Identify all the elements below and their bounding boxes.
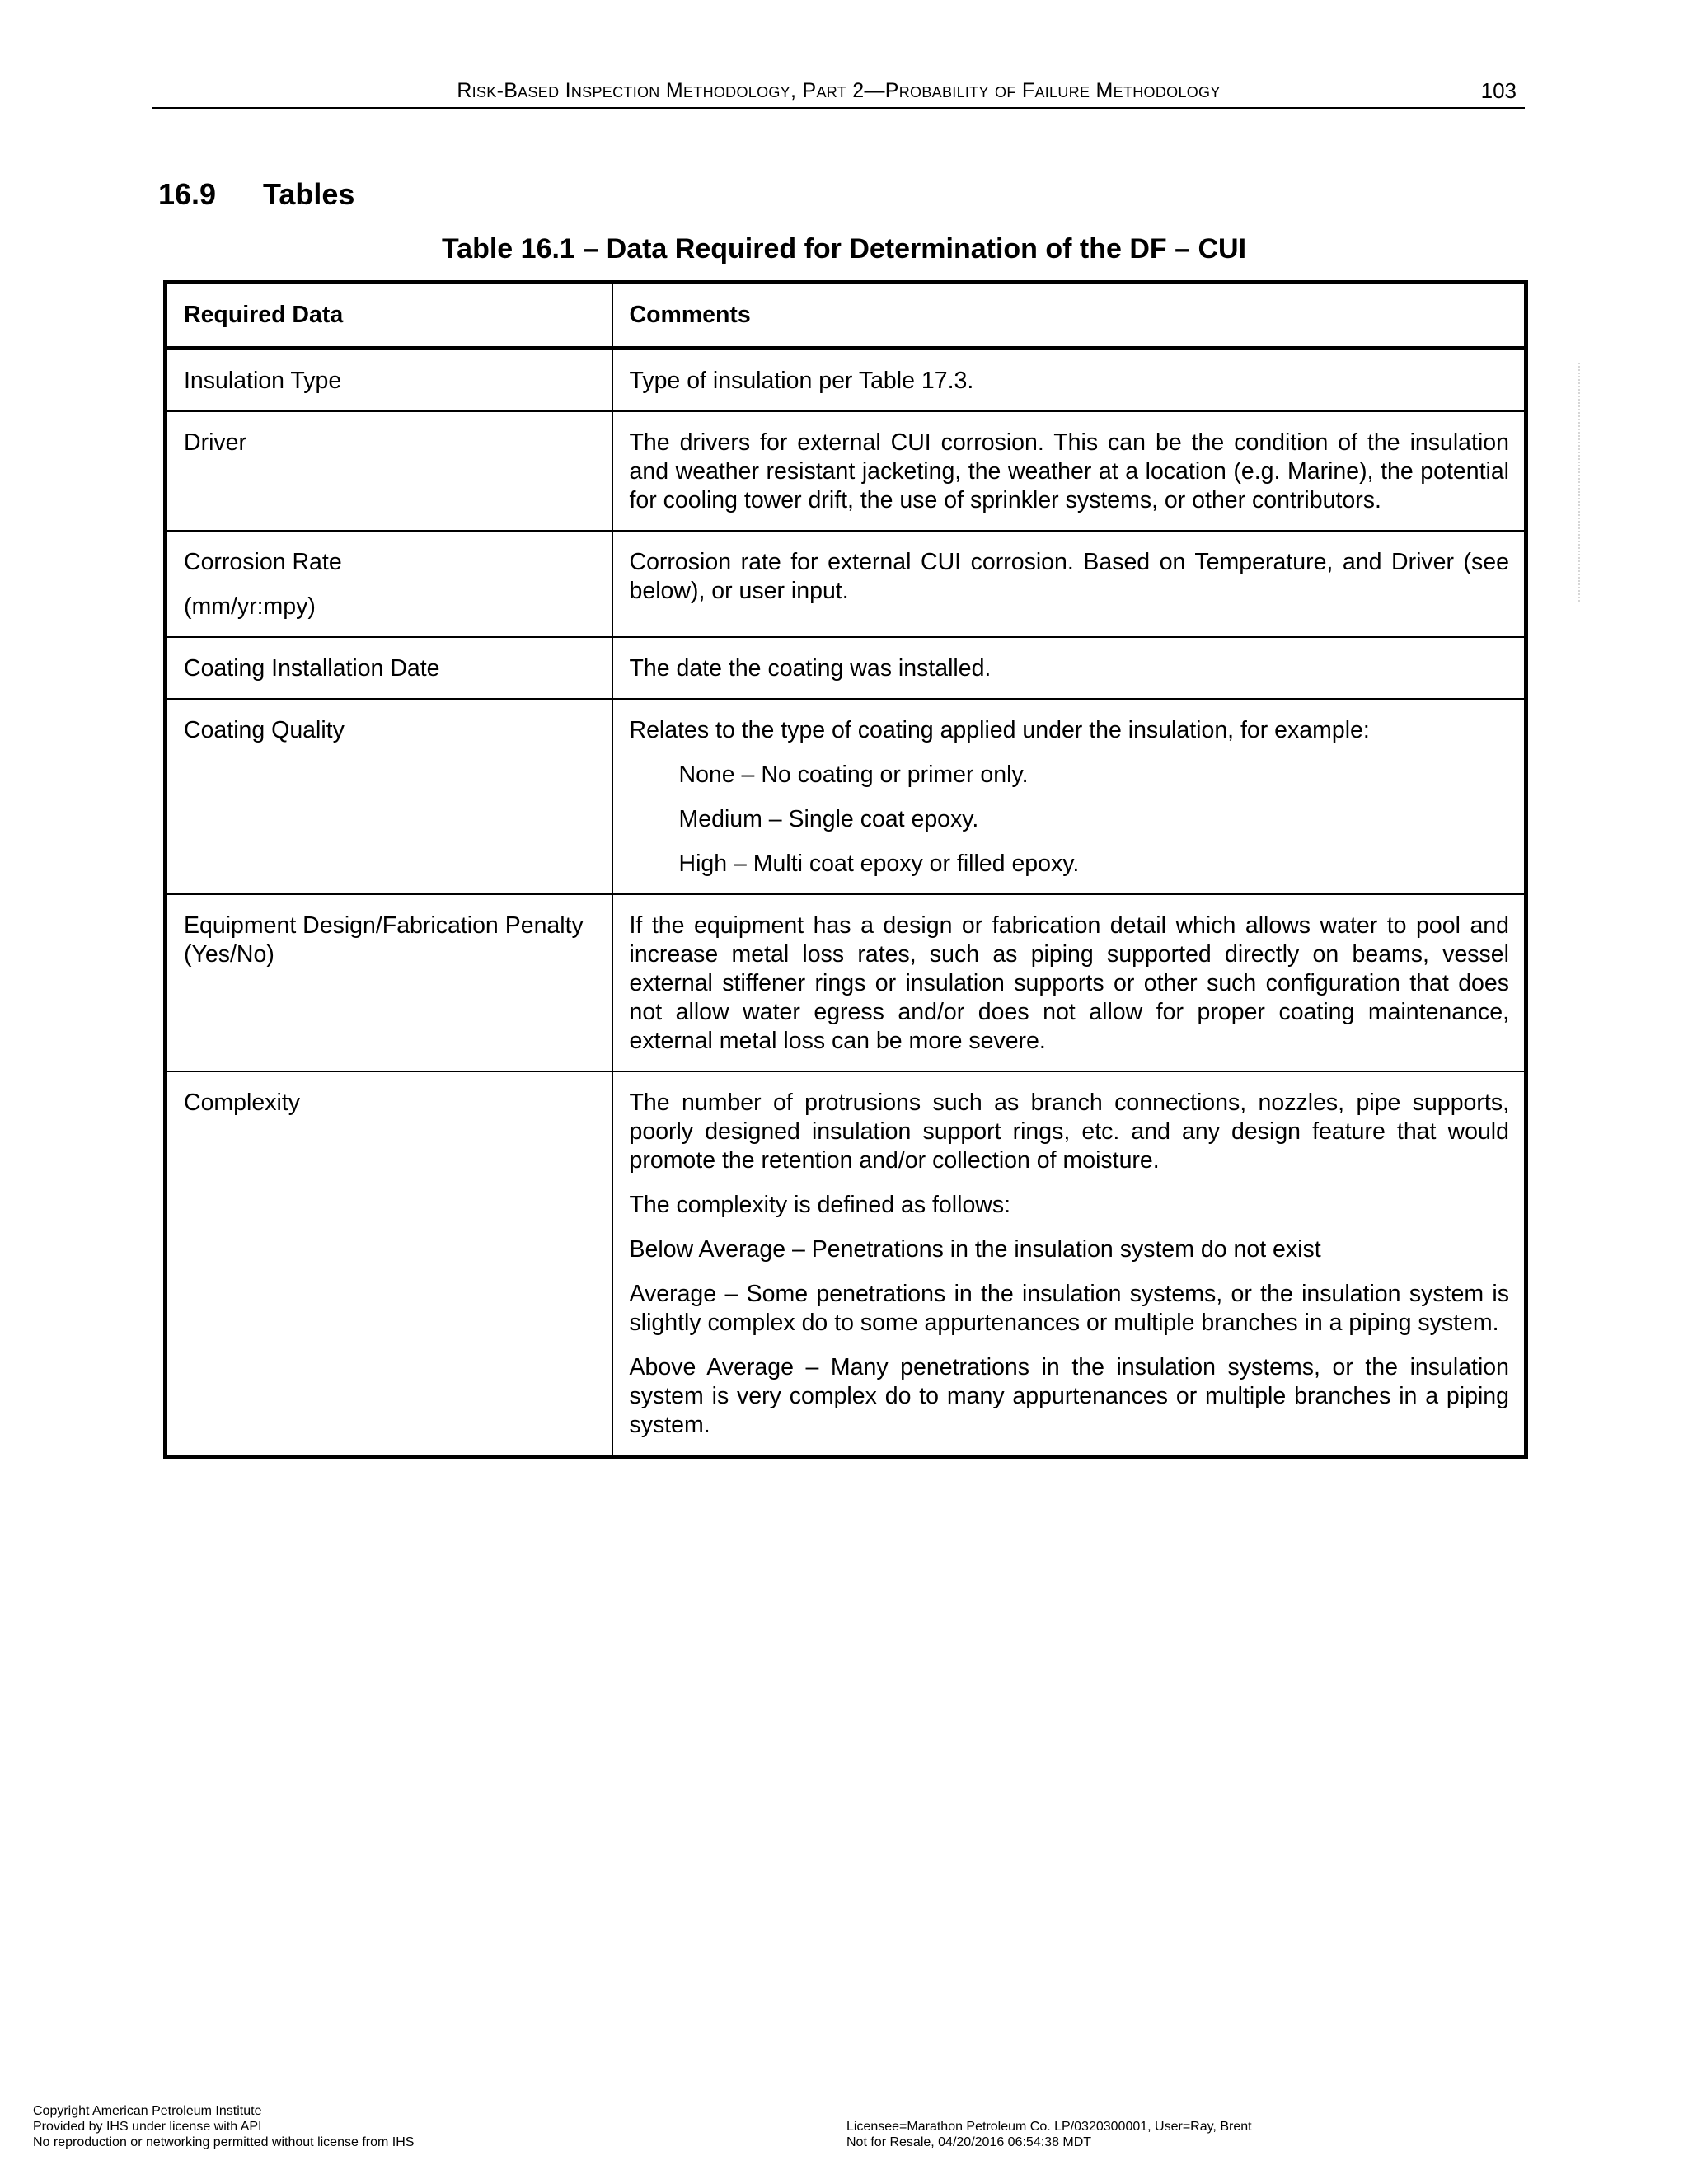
table-row [166,349,1526,412]
row-label [166,411,612,531]
label-text: Coating Quality [184,717,345,743]
table-row [166,1071,1526,1457]
comment-text: The date the coating was installed. [629,655,992,682]
label-units: (mm/yr:mpy) [184,593,316,620]
running-header [152,79,1525,109]
table-row [166,411,1526,531]
page-number: 103 [1480,78,1517,103]
row-comment [612,531,1526,637]
section-number: 16.9 [158,177,217,211]
table-row [166,531,1526,637]
coating-option-none: None – No coating or primer only. [678,762,1029,788]
comment-text: The drivers for external CUI corrosion. This can be the condition of the insulation and weather resistant jacketing, the weather at a location (e.g. Marine), the potential for cooling tower drift, the use of sprinkler systems, or other contributors. [629,429,1509,513]
margin-scan-marks [1578,363,1585,602]
row-label [166,1071,612,1457]
table-row [166,699,1526,894]
row-comment [612,699,1526,894]
row-label [166,894,612,1071]
comment-text: Corrosion rate for external CUI corrosion. Based on Temperature, and Driver (see below), or user input. [629,549,1509,604]
row-comment [612,411,1526,531]
column-header-required-data: Required Data [166,283,612,349]
comment-text: If the equipment has a design or fabrication detail which allows water to pool and increase metal loss rates, such as piping supported directly on beams, vessel external stiffener rings or insulation supports or other such configuration that does not allow water egress and/or does not allow for proper coating maintenance, external metal loss can be more severe. [629,912,1509,1054]
row-comment [612,894,1526,1071]
footer-line: Licensee=Marathon Petroleum Co. LP/0320300001, User=Ray, Brent [846,2120,1252,2134]
footer-line: Not for Resale, 04/20/2016 06:54:38 MDT [846,2135,1092,2149]
table-header-row [166,283,1526,349]
label-text: Equipment Design/Fabrication Penalty (Yes/No) [184,912,584,968]
row-comment [612,1071,1526,1457]
coating-option-medium: Medium – Single coat epoxy. [678,806,979,832]
label-text: Coating Installation Date [184,655,440,682]
coating-option-high: High – Multi coat epoxy or filled epoxy. [678,851,1080,877]
footer-line: No reproduction or networking permitted without license from IHS [33,2135,415,2149]
complexity-below-average: Below Average – Penetrations in the insulation system do not exist [629,1236,1321,1263]
complexity-average: Average – Some penetrations in the insulation systems, or the insulation system is slightly complex do to some appurtenances or multiple branches in a piping system. [629,1281,1509,1336]
data-table [163,280,1528,1459]
footer-license [846,2119,1252,2150]
section-title: Tables [263,177,355,211]
table-row [166,894,1526,1071]
footer-line: Copyright American Petroleum Institute [33,2104,262,2118]
label-text: Driver [184,429,246,456]
label-text: Insulation Type [184,368,342,394]
footer-copyright [33,2103,414,2150]
label-text: Corrosion Rate [184,549,342,575]
comment-text: Type of insulation per Table 17.3. [629,368,974,394]
row-comment [612,637,1526,699]
section-heading [158,177,354,212]
row-label [166,531,612,637]
row-label [166,699,612,894]
row-comment [612,349,1526,412]
table-caption: Table 16.1 – Data Required for Determination of the DF – CUI [441,233,1247,265]
comment-text: The complexity is defined as follows: [629,1192,1011,1218]
table-row [166,637,1526,699]
comment-text: The number of protrusions such as branch connections, nozzles, pipe supports, poorly designed insulation support rings, etc. and any design feature that would promote the retention and/or collection of moisture. [629,1090,1509,1174]
row-label [166,637,612,699]
footer-line: Provided by IHS under license with API [33,2120,262,2134]
comment-text: Relates to the type of coating applied under the insulation, for example: [629,717,1370,743]
running-title: Risk-Based Inspection Methodology, Part 2—Probability of Failure Methodology [457,79,1221,102]
complexity-above-average: Above Average – Many penetrations in the insulation systems, or the insulation system is very complex do to many appurtenances or multiple branches in a piping system. [629,1354,1509,1438]
label-text: Complexity [184,1090,300,1116]
column-header-comments: Comments [612,283,1526,349]
row-label [166,349,612,412]
